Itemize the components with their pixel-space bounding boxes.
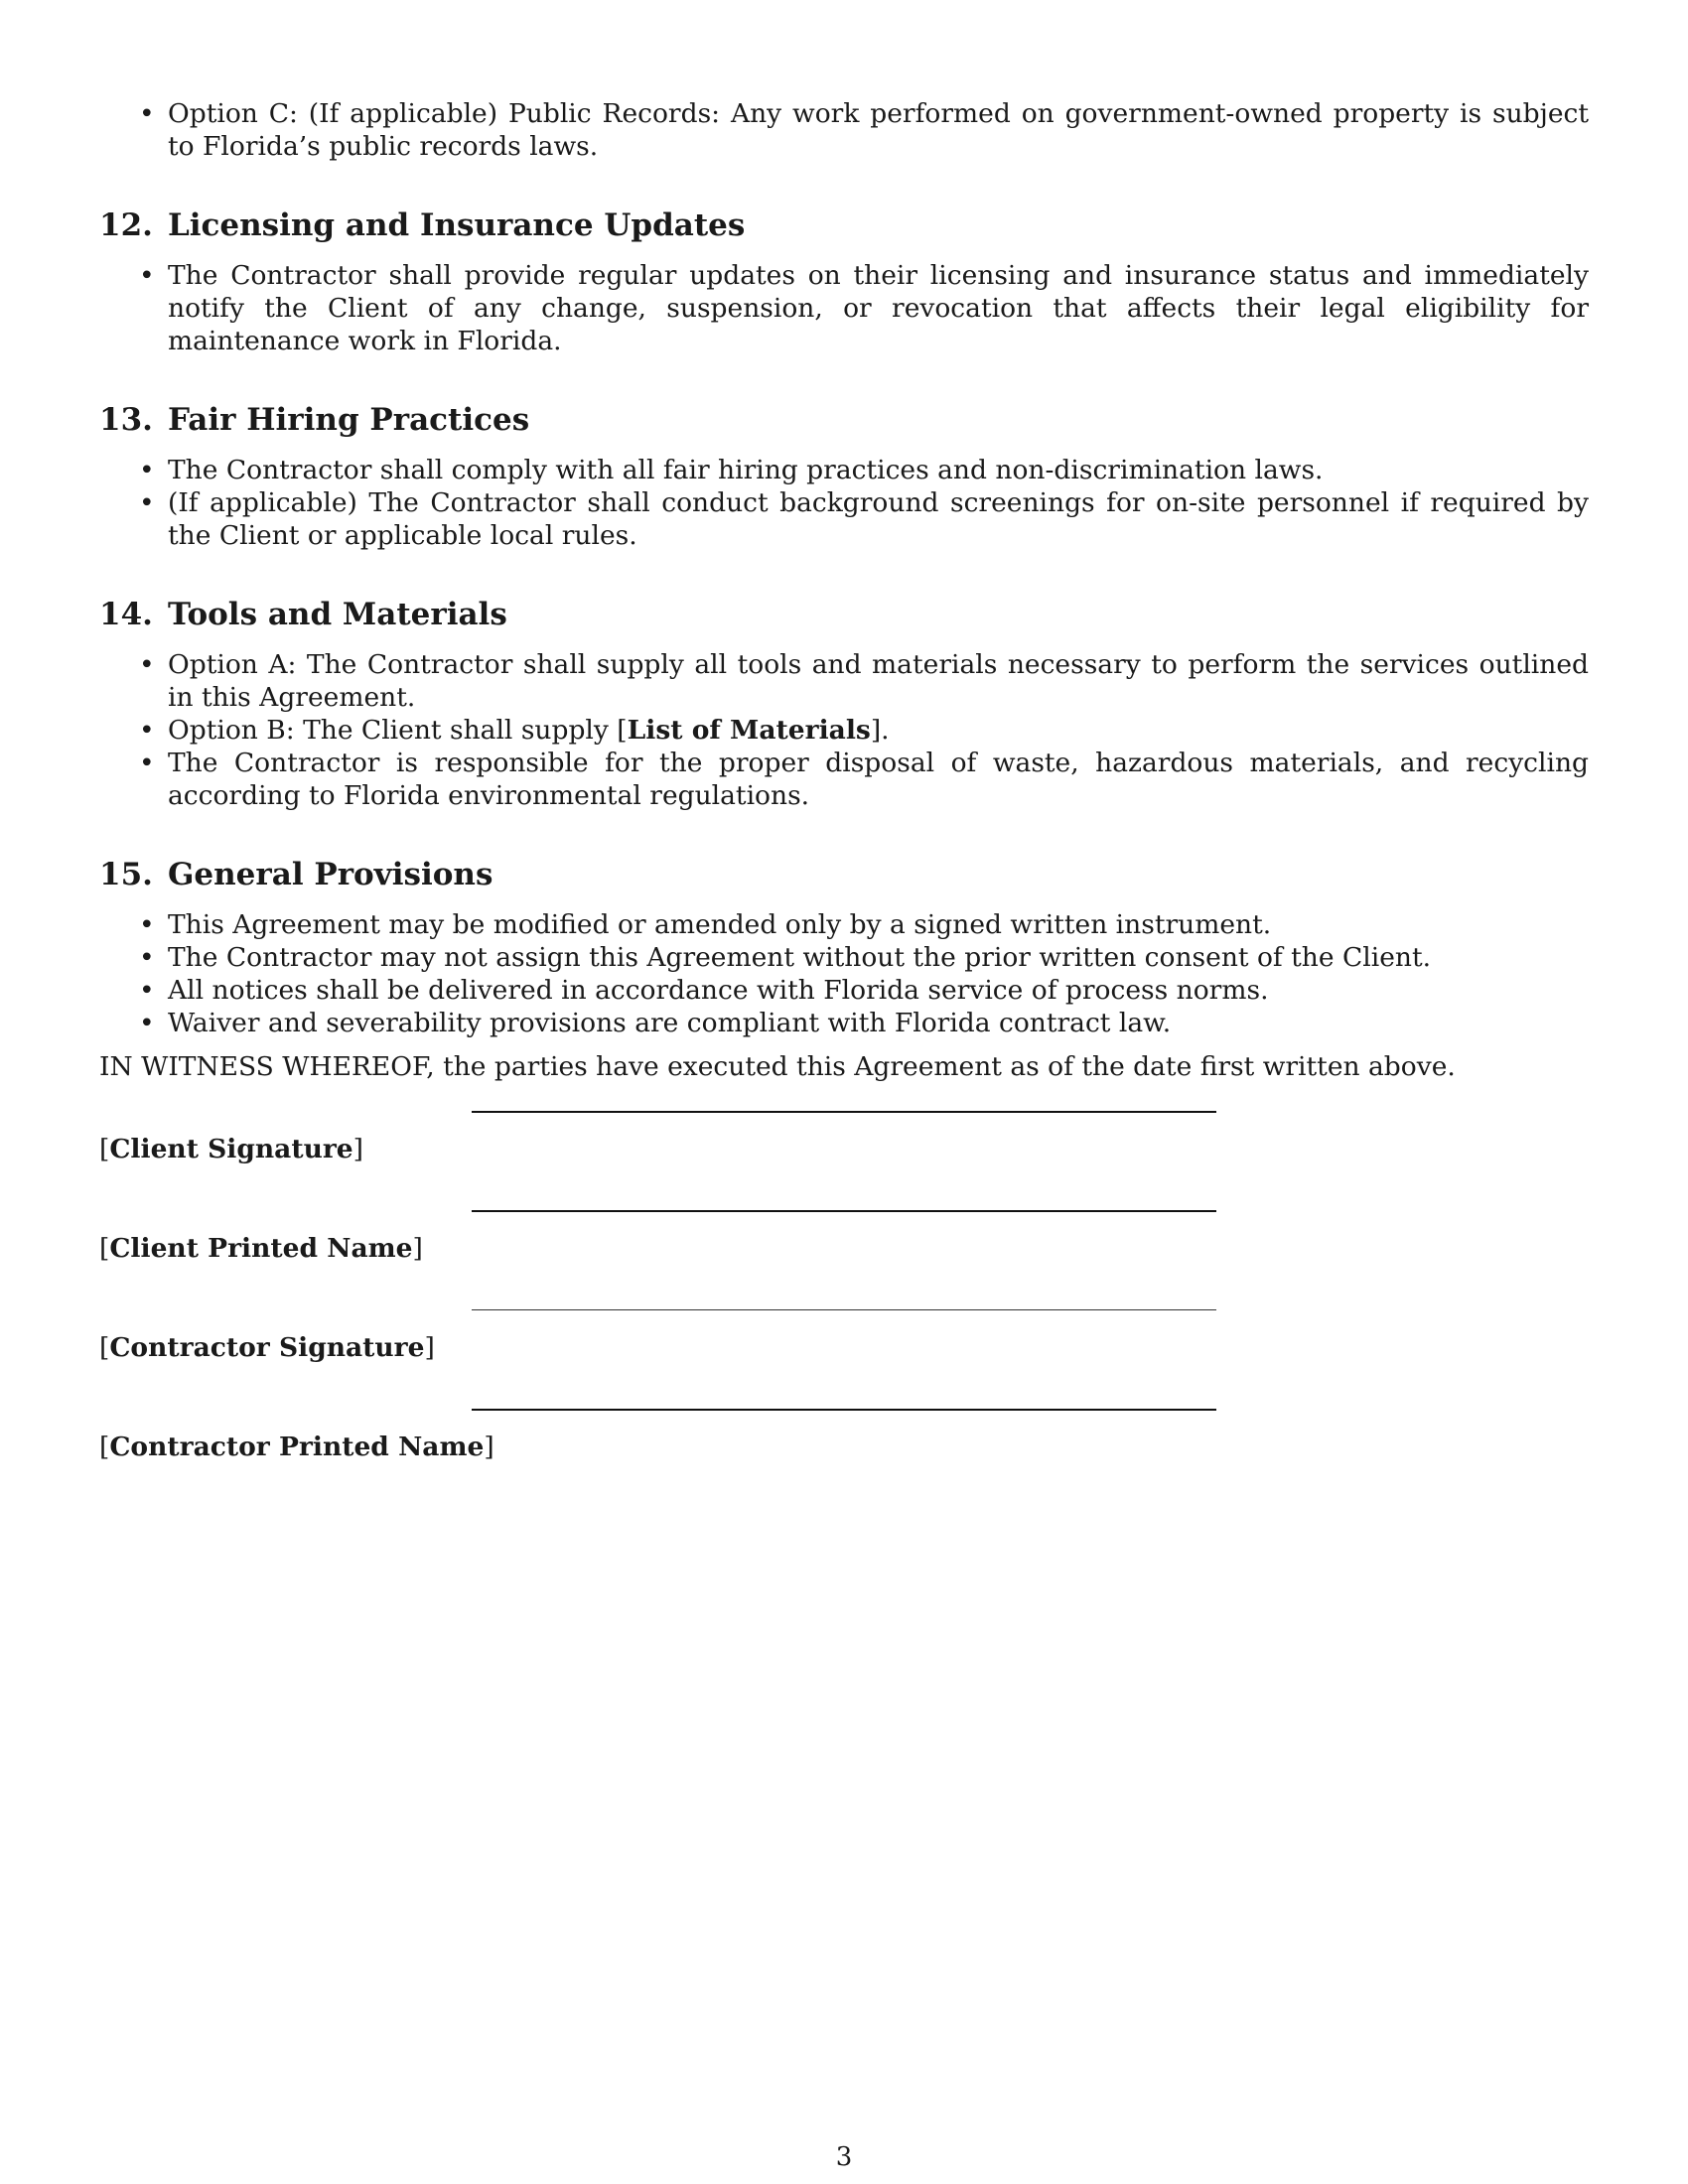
- signature-label: [Contractor Signature]: [99, 1332, 435, 1363]
- section-11-list: [99, 97, 1589, 163]
- section-title: General Provisions: [167, 857, 493, 892]
- section-title: Tools and Materials: [167, 597, 507, 632]
- section-12-heading: [99, 205, 1589, 245]
- signature-label: [Contractor Printed Name]: [99, 1432, 494, 1462]
- section-15-list: [99, 908, 1589, 1039]
- signature-line[interactable]: [472, 1210, 1216, 1212]
- section-title: Fair Hiring Practices: [167, 402, 530, 438]
- list-item: • Option C: (If applicable) Public Records: Any work performed on government-owned property is subject to Florida’s public records laws.: [99, 97, 1589, 163]
- signature-label-text: Client Signature: [109, 1134, 353, 1164]
- section-number: 14.: [99, 597, 153, 632]
- signature-label: [Client Signature]: [99, 1134, 364, 1164]
- signature-line[interactable]: [472, 1409, 1216, 1411]
- list-item: • The Contractor may not assign this Agreement without the prior written consent of the Client.: [99, 941, 1589, 974]
- signature-label-text: Client Printed Name: [109, 1233, 413, 1264]
- section-title: Licensing and Insurance Updates: [167, 207, 746, 243]
- signature-label-text: Contractor Printed Name: [109, 1432, 485, 1462]
- section-13-list: [99, 454, 1589, 552]
- materials-placeholder: List of Materials: [627, 715, 871, 746]
- signature-label-text: Contractor Signature: [109, 1332, 425, 1363]
- section-number: 12.: [99, 207, 153, 243]
- section-15-heading: [99, 855, 1589, 894]
- list-item: • The Contractor shall provide regular updates on their licensing and insurance status and immediately notify the Client of any change, suspension, or revocation that affects their legal eligibility for maintenance work in Florida.: [99, 259, 1589, 357]
- list-item: • Option A: The Contractor shall supply all tools and materials necessary to perform the services outlined in this Agreement.: [99, 648, 1589, 714]
- list-item-text: Option B: The Client shall supply: [168, 715, 618, 746]
- list-item: • The Contractor is responsible for the proper disposal of waste, hazardous materials, and recycling according to Florida environmental regulations.: [99, 747, 1589, 812]
- signature-label: [Client Printed Name]: [99, 1233, 423, 1264]
- section-number: 13.: [99, 402, 153, 438]
- section-12-list: [99, 259, 1589, 357]
- signature-block-client-signature: [99, 1111, 1589, 1210]
- section-14-heading: [99, 595, 1589, 634]
- list-item: • All notices shall be delivered in accordance with Florida service of process norms.: [99, 974, 1589, 1007]
- signature-block-contractor-signature: [99, 1309, 1589, 1409]
- signature-block-client-printed-name: [99, 1210, 1589, 1309]
- section-number: 15.: [99, 857, 153, 892]
- list-item: • Option B: The Client shall supply [List of Materials].: [99, 714, 1589, 747]
- section-14-list: [99, 648, 1589, 812]
- list-item: • The Contractor shall comply with all fair hiring practices and non-discrimination laws.: [99, 454, 1589, 486]
- signature-line[interactable]: [472, 1309, 1216, 1310]
- page-number: 3: [835, 2142, 853, 2172]
- list-item: • Waiver and severability provisions are compliant with Florida contract law.: [99, 1007, 1589, 1039]
- section-13-heading: [99, 400, 1589, 440]
- list-item: • (If applicable) The Contractor shall conduct background screenings for on-site personnel if required by the Client or applicable local rules.: [99, 486, 1589, 552]
- signature-line[interactable]: [472, 1111, 1216, 1113]
- signature-block-contractor-printed-name: [99, 1409, 1589, 1508]
- list-item: • This Agreement may be modified or amended only by a signed written instrument.: [99, 908, 1589, 941]
- witness-statement: IN WITNESS WHEREOF, the parties have executed this Agreement as of the date first written above.: [99, 1051, 1456, 1082]
- document-page: [99, 97, 1589, 1508]
